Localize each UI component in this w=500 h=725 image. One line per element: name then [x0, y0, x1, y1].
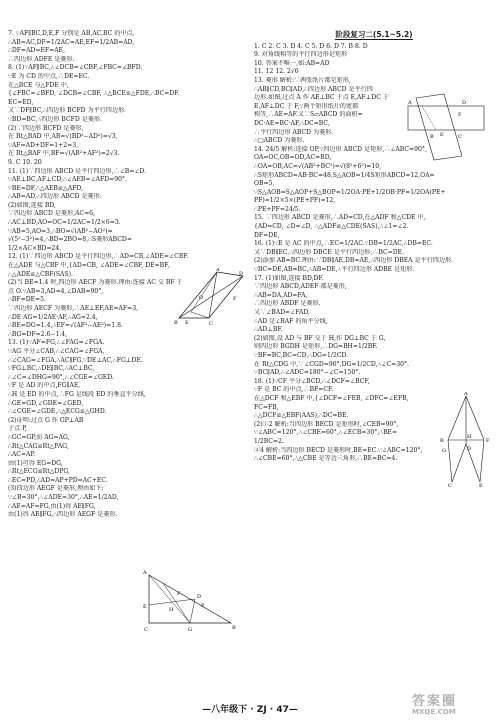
answer-line: 又∵∠BAD=∠FAD,: [254, 309, 310, 316]
fig-label: H: [467, 434, 472, 440]
fig-label: B: [430, 134, 434, 140]
answer-line: ∵BC=DE,AB=BC,∴AB=DE,∴平行四边形 ADBE 是矩形.: [254, 266, 415, 274]
answer-line: 于点 P,: [8, 425, 27, 433]
answer-line: ∵四边形 AECF 为菱形,∴AE⊥EF,AE=AF=3,: [8, 305, 139, 312]
answer-line: ∴AD 是∠BAF 的角平分线,: [254, 317, 328, 325]
answer-line: DC·AE=BC·AF,∴DC=BC,: [254, 119, 330, 127]
answer-line: ∵BD=BC,∴四边形 BCFD 是菱形.: [8, 115, 102, 123]
answer-line: ∴PE+PF=24/5.: [254, 205, 301, 213]
answer-line: 在△BCE 与△FDE 中,: [8, 81, 69, 89]
fig-label: F: [177, 591, 181, 597]
answer-line: 1/2BC=2.: [254, 437, 284, 445]
fig-label: A: [408, 100, 412, 106]
answer-line: 9. C 10. 20: [8, 158, 42, 166]
fig-label: D: [462, 100, 467, 106]
answer-line: {∠FBC=∠BFD, ∠DCB=∠CBF, ∴△BCE≌△FDE,∴BC=DF.: [8, 90, 180, 98]
answer-line: ∴BF=DE=5.: [8, 296, 46, 304]
watermark-logo: 答案圈 MXQE.COM: [412, 694, 458, 716]
answer-line: 在△ADE 与△CBF 中,{AD=CB, ∠ADE=∠CBF, DE=BF,: [8, 262, 170, 270]
answer-line: EC=ED,: [8, 98, 34, 106]
answer-line: ∴DE·AG=1/2AE·AF,∴AG=2.4,: [8, 313, 98, 321]
answer-line: (2)①2 解析:当四边形 BECD 是矩形时,∠CEB=90°,: [254, 420, 399, 428]
answer-line: ∴AC⊥BD,AO=OC=1/2AC=1/2×6=3.: [8, 219, 121, 227]
answer-line: ∵BF=BC,BC=CD,∴DG=1/2CD.: [254, 351, 349, 359]
fig-label: G: [188, 627, 192, 633]
answer-line: ∵BC∥AD,∴∠ADC=180°−∠C=150°.: [254, 369, 361, 377]
fig-label: D: [197, 594, 202, 600]
answer-line: ∴AB=DA,AD=FA,: [254, 291, 308, 299]
fig-label: E: [479, 483, 483, 488]
answer-line: 7. ∵AF∥BC,D,E,F 分别是 AB,AC,BC 的中点,: [8, 30, 135, 37]
answer-line: 17. (1)如图,连接 BD,DF.: [254, 274, 324, 282]
answer-line: ∵AE⊥BC,AF⊥CD,∴∠AEB=∠AFD=90°.: [8, 176, 127, 184]
answer-line: 1/2×AC×BD=24.: [8, 244, 62, 252]
page-footer: —八年级下 · ZJ · 47—: [202, 705, 298, 715]
answer-line: ∴AC=AP.: [8, 451, 36, 459]
answer-line: (2)证明:过点 G 作 GP⊥AB: [8, 416, 84, 424]
fig-label: O: [199, 295, 204, 301]
answer-line: ∵四边形 ABCD 是菱形,AC=6,: [8, 210, 95, 218]
answer-line: 在△DCF 和△EBF 中,{∠DCF=∠FEB, ∠DFC=∠EFB,: [254, 394, 409, 402]
answer-line: PF)=1/2×5×(PE+PF)=12,: [254, 197, 336, 205]
answer-line: ②4 解析:当四边形 BECD 是菱形时,BE=EC.∵∠ABC=120°,: [254, 446, 423, 454]
answer-line: 1. C 2. C 3. D 4. C 5. D 6. D 7. B 8. D: [254, 42, 368, 50]
answer-line: 18. (1)∵CF 平分∠BCD,∴∠DCF=∠BCF,: [254, 377, 370, 385]
answer-line: ∴GE=GD,∠GDE=∠GED,: [8, 399, 84, 407]
answer-line: 又∵DF∥BC,∴四边形 BCFD 为平行四边形.: [8, 107, 126, 115]
fig-label: H: [169, 607, 174, 613]
fig-label: C: [144, 627, 148, 633]
answer-line: ∵S△AOB=S△AOP+S△BOP=1/2OA·PE+1/2OB·PF=1/2OA(PE+: [254, 188, 446, 196]
answer-line: 13. 菱形 解析:∵两张纸片都是矩形,: [254, 76, 351, 84]
answer-line: 16. (1)∵E 是 AC 的中点,∴EC=1/2AC.∵DB=1/2AC,∴DB=EC.: [254, 240, 433, 248]
answer-line: ∵F 是 BC 的中点,∴BF=CF.: [254, 386, 334, 394]
answer-line: ∴AE=AF=FG,由(1)得 AE∥FG,: [8, 502, 96, 510]
answer-line: (2)∵四边形 BCFD 是菱形,: [8, 124, 84, 132]
answer-line: ∴平行四边形 ABCD 为菱形.: [254, 128, 334, 136]
answer-line: 在 Rt△BAD 中,AB=√(BD²−AD²)=√3,: [8, 133, 118, 141]
answer-line: ∴H 是 ED 的中点,∴FG 是线段 ED 的垂直平分线,: [8, 390, 146, 398]
answer-line: ∵E 为 CD 的中点,∴DE=EC.: [8, 72, 90, 80]
fig-label: A: [464, 392, 468, 397]
fig-label: P: [201, 603, 205, 609]
answer-line: ∴∠C=∠DHG=90°,∴∠CGE=∠GED.: [8, 373, 114, 381]
answer-line: 13. (1)∵AF=FG,∴∠FAG=∠FGA.: [8, 339, 105, 347]
answer-line: {AD=CD, ∠D=∠D, ∴△ADF≌△CDE(SAS),∴∠1=∠2.: [254, 223, 409, 231]
answer-line: 相等,∴AE=AF.又∵S▱ABCD 的面积=: [254, 111, 363, 119]
fig-label: E: [185, 320, 189, 326]
answer-line: 14. 24/5 解析:连接 OP,∵四边形 ABCD 是矩形,∴∠ABC=90°,: [254, 145, 427, 153]
answer-line: ∵FG⊥BC,∴DE∥BC,∴AC⊥BC,: [8, 365, 95, 373]
answer-line: ∴Rt△CAG≌Rt△PAG,: [8, 442, 69, 450]
answer-line: ∴∠CGE=∠GDE,∴△ECG≌△GHD.: [8, 408, 107, 416]
answer-line: 边形.如图,过点 A 作 AE⊥BC 于点 E,AF⊥DC 于: [254, 94, 389, 102]
answer-line: ∴四边形 ADFE 是菱形.: [8, 55, 75, 63]
answer-line: 则四边形 BGDH 是矩形,∴DG=BH=1/2BF.: [254, 343, 378, 351]
answer-line: ∴□ABCD 为菱形.: [254, 137, 305, 145]
answer-line: √(5²−3²)=4,∴BD=2BO=8,∴S菱形ABCD=: [8, 236, 132, 244]
fig-label: B: [440, 438, 444, 444]
answer-line: ∴S矩形ABCD=AB·BC=48,S△AOB=1/4S矩形ABCD=12,OA=: [254, 171, 435, 179]
answer-line: 10. 答案不唯一,如:AB=AD: [254, 59, 330, 67]
answer-line: OA=OC,OB=OD,AC=BD,: [254, 154, 332, 162]
answer-line: 点 O.∵AB=3,AD=4,∠DAB=90°,: [8, 287, 104, 295]
answer-line: (2)当 BE=1.4 时,四边形 AECF 为菱形.理由:连接 AC 交 BF 于: [8, 279, 183, 287]
fig-label: B: [232, 625, 236, 631]
answer-line: ∵AB=5,AO=3,∴BO=√(AB²−AO²)=: [8, 227, 113, 235]
answer-line: ∴∠CAG=∠FGA,∴AC∥FG.∵DE⊥AC,∴FG⊥DE.: [8, 356, 143, 364]
answer-line: (2)如图,连接 BD,: [8, 201, 56, 209]
answer-line: ∴△ADE≌△CBF(SAS).: [8, 270, 73, 278]
section-title: 阶段复习二(5.1~5.2): [335, 30, 413, 39]
answer-line: ∴AD⊥BF.: [254, 326, 283, 334]
answer-line: OB=5,: [254, 180, 275, 188]
fig-label: E: [440, 132, 444, 138]
fig-label: C: [209, 321, 213, 327]
fig-label: C: [448, 483, 452, 488]
answer-line: E,AF⊥DC 于 F,∵两个矩形纸片的宽都: [254, 102, 359, 110]
fig-label: B: [174, 320, 178, 326]
answer-line: ∴EC=PD,∴AD=AP+PD=AC+EC.: [8, 476, 108, 484]
fig-label: F: [233, 296, 237, 302]
answer-line: ∴AB∥CD,BC∥AD,∴四边形 ABCD 是平行四: [254, 85, 373, 93]
answer-line: 15. ∵四边形 ABCD 是菱形,∴AD=CD,在△ADF 和△CDE 中,: [254, 214, 426, 222]
answer-line: ∴∠CBE=60°,∴△CBE 是等边三角形,∴BE=BC=4.: [254, 455, 398, 463]
fig-label: A: [143, 570, 147, 576]
answer-line: (3)四边形 AEGF 是菱形,理由如下:: [8, 485, 104, 493]
answer-line: ∵四边形 ABCD,ADEF 都是菱形,: [254, 283, 347, 291]
figure-q13-rectangles: [400, 92, 492, 162]
fig-label: G: [442, 448, 446, 454]
answer-line: 12. (1)∵四边形 ABCD 是平行四边形,∴AD=CB,∠ADE=∠CBF.: [8, 253, 189, 261]
fig-label: F: [458, 112, 462, 118]
fig-label: F: [486, 438, 490, 444]
answer-line: 11. (1)∵四边形 ABCD 是平行四边形,∴∠B=∠D.: [8, 167, 147, 175]
fig-label: D: [467, 446, 472, 452]
answer-line: ∵AF=AD+DF=1+2=3,: [8, 141, 79, 149]
answer-line: 8. (1)∵AF∥BC,∴∠DCB=∠CBF,∠FBC=∠BFD.: [8, 64, 143, 72]
answer-line: ∴四边形 ABDF 是菱形.: [254, 300, 321, 308]
answer-line: DF=DE,: [254, 231, 280, 239]
fig-label: A: [216, 268, 220, 273]
answer-line: 又∵DB∥EC,∴四边形 DBCE 是平行四边形,∴BC=DE.: [254, 248, 405, 256]
answer-line: ∴DF=AD=EF=AE,: [8, 47, 66, 55]
figure-q13-triangle: [135, 565, 245, 637]
answer-line: 9. 对角线相等的平行四边形是矩形: [254, 51, 348, 59]
answer-line: ∴BE=DG=1.4,∴EF=√(AF²−AE²)=1.8.: [8, 322, 123, 330]
figure-q17-rhombi: [438, 392, 494, 488]
fig-label: D: [239, 271, 244, 277]
answer-line: ∴OA=OB,AC=√(AB²+BC²)=√(8²+6²)=10,: [254, 162, 382, 170]
answer-line: ∴AB=AC,DF=1/2AC=AE,EF=1/2AB=AD,: [8, 38, 135, 46]
answer-line: ∴△DCF≌△EBF(AAS),∴DC=BE.: [254, 412, 349, 420]
answer-line: 由(1)得 AE∥FG,∴四边形 AEGF 是菱形.: [8, 511, 118, 519]
fig-label: E: [143, 604, 147, 610]
figure-q11-rhombus: [173, 268, 245, 328]
answer-line: (2)如图,设 AD 与 BF 交于 H,作 DG⊥BC 于 G,: [254, 334, 386, 342]
answer-line: ∴GC=GP,而 AG=AG,: [8, 433, 70, 441]
answer-line: 由(1)可得 EG=DG,: [8, 459, 63, 467]
answer-line: 在 Rt△CDG 中,∵∠CGD=90°,DG=1/2CD,∴∠C=30°.: [254, 360, 410, 368]
answer-line: ∴AB=AD,∴四边形 ABCD 是菱形.: [8, 193, 102, 201]
answer-line: FC=FB,: [254, 403, 279, 411]
answer-line: 在 Rt△BAF 中,BF=√(AB²+AF²)=2√3.: [8, 150, 120, 158]
answer-line: ∴BG=DF=2.6−1.4,: [8, 330, 68, 338]
answer-line: ∵∠ABC=120°,∴∠CBE=60°,∴∠ECB=30°,∴BE=: [254, 429, 398, 437]
answer-line: ∵AG 平分∠CAB,∴∠CAG=∠FGA,: [8, 347, 105, 355]
answer-line: ∴Rt△ECG≌Rt△DPG,: [8, 468, 70, 476]
answer-line: ∵∠B=30°,∴∠ADE=30°,∴AE=1/2AD,: [8, 494, 119, 502]
answer-line: ∵F 是 AD 的中点,FG∥AE,: [8, 382, 81, 390]
answer-line: ∵BE=DF,∴△AEB≌△AFD,: [8, 184, 83, 192]
answer-line: 11. 12 12. 2√6: [254, 68, 299, 76]
fig-label: C: [458, 134, 462, 140]
answer-line: (2)添加 AB=BC.理由:∵DB∥AE,DB=AE,∴四边形 DBEA 是平行四边形.: [254, 257, 454, 265]
